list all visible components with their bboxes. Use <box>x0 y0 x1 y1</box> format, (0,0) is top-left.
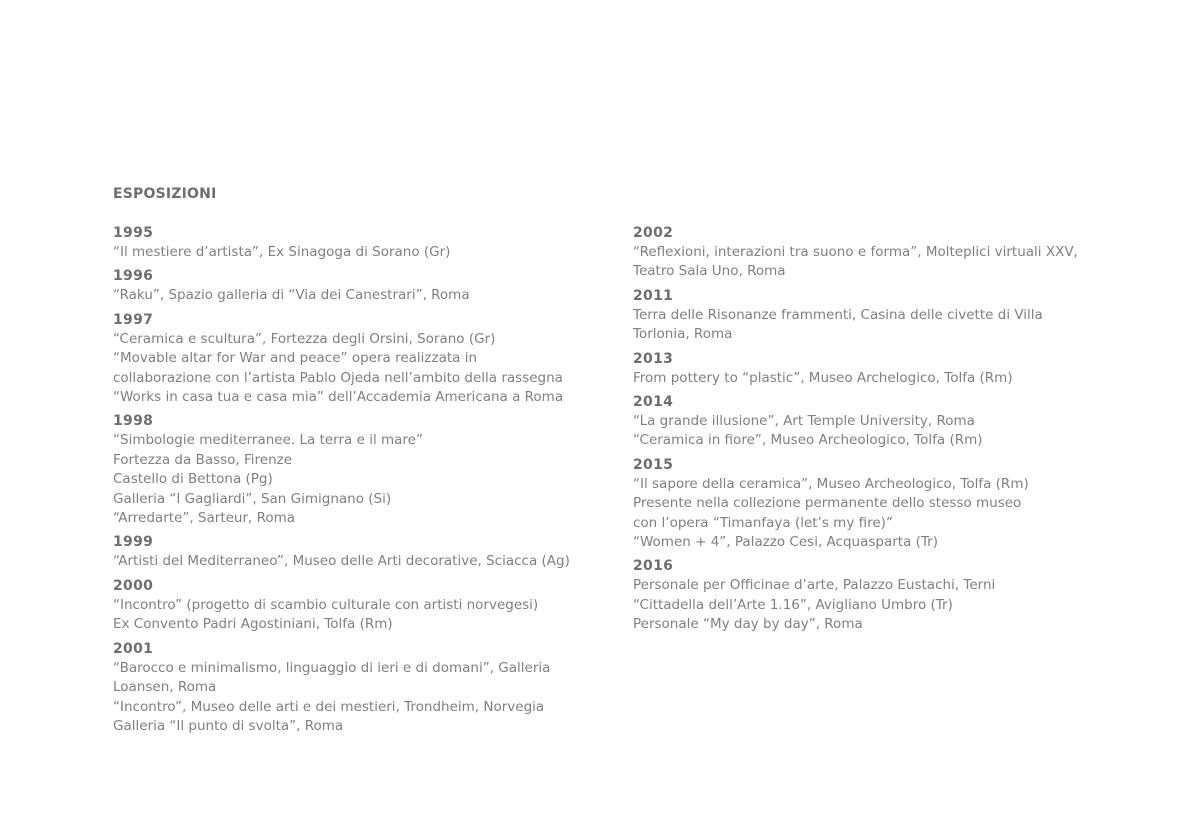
exhibition-entry-line: “Barocco e minimalismo, linguaggio di ieri e di domani”, Galleria <box>113 659 551 676</box>
exhibition-entry-line: “Women + 4”, Palazzo Cesi, Acquasparta (Tr) <box>633 534 938 551</box>
exhibition-entry-line: “Raku”, Spazio galleria di “Via dei Canestrari”, Roma <box>113 287 470 304</box>
exhibition-year: 2002 <box>633 225 674 241</box>
exhibition-entry-line: “Cittadella dell’Arte 1.16”, Avigliano Umbro (Tr) <box>633 596 953 613</box>
exhibition-year-block <box>113 412 573 528</box>
exhibition-entry-line: “Simbologie mediterranee. La terra e il mare” <box>113 432 423 449</box>
exhibition-year: 1997 <box>113 311 154 328</box>
exhibition-entry-line: From pottery to “plastic”, Museo Archelogico, Tolfa (Rm) <box>633 369 1013 386</box>
exhibition-entry-line: Torlonia, Roma <box>633 326 733 343</box>
exhibition-entry-line: Personale per Officinae d’arte, Palazzo Eustachi, Terni <box>633 577 996 594</box>
exhibition-entry-line: Galleria “I Gagliardi”, San Gimignano (Si) <box>113 490 392 507</box>
exhibition-year: 2001 <box>113 640 154 657</box>
exhibition-entry-line: “Ceramica e scultura”, Fortezza degli Orsini, Sorano (Gr) <box>113 330 496 347</box>
exhibition-entry-line: Fortezza da Basso, Firenze <box>113 451 293 468</box>
exhibition-year-block <box>113 224 573 262</box>
exhibition-year: 2014 <box>633 394 674 411</box>
exhibition-entry-line: Teatro Sala Uno, Roma <box>633 263 786 280</box>
exhibition-year: 1998 <box>113 413 154 430</box>
exhibition-entry-line: “Il sapore della ceramica”, Museo Archeologico, Tolfa (Rm) <box>633 475 1029 492</box>
exhibition-entry-line: Galleria “Il punto di svolta”, Roma <box>113 717 344 734</box>
exhibition-year-block <box>633 456 1083 553</box>
exhibition-entry-line: Loansen, Roma <box>113 679 217 696</box>
exhibition-entry-line: Ex Convento Padri Agostiniani, Tolfa (Rm) <box>113 616 393 633</box>
exhibition-year-block <box>113 533 573 571</box>
exhibition-year-block <box>633 287 1083 345</box>
exhibition-year-block <box>113 267 573 305</box>
exhibition-entry-line: con l’opera “Timanfaya (let’s my fire)” <box>633 514 893 531</box>
exhibition-entry-line: “Incontro” (progetto di scambio culturale con artisti norvegesi) <box>113 596 539 613</box>
exhibition-entry-line: “Artisti del Mediterraneo”, Museo delle Arti decorative, Sciacca (Ag) <box>113 553 570 570</box>
exhibition-entry-line: “La grande illusione”, Art Temple University, Roma <box>633 413 975 430</box>
exhibition-year: 2015 <box>633 456 674 473</box>
exhibition-year: 2016 <box>633 558 674 575</box>
exhibition-entry-line: Personale “My day by day”, Roma <box>633 616 863 633</box>
exhibition-year-block <box>633 557 1083 634</box>
exhibition-entry-line: Presente nella collezione permanente dello stesso museo <box>633 495 1022 512</box>
exhibition-entry-line: “Works in casa tua e casa mia” dell’Accademia Americana a Roma <box>113 389 564 406</box>
exhibition-year-block <box>113 577 573 635</box>
exhibition-year-block <box>113 311 573 408</box>
exhibition-entry-line: “Reflexioni, interazioni tra suono e forma”, Molteplici virtuali XXV, <box>633 244 1078 260</box>
exhibition-entry-line: collaborazione con l’artista Pablo Ojeda nell’ambito della rassegna <box>113 369 563 386</box>
exhibition-entry-line: “Il mestiere d’artista”, Ex Sinagoga di Sorano (Gr) <box>113 244 451 260</box>
exhibition-year-block <box>633 224 1083 282</box>
exhibition-entry-line: “Arredarte”, Sarteur, Roma <box>113 510 296 527</box>
page-title: ESPOSIZIONI <box>113 186 217 202</box>
exhibition-year-block <box>633 350 1083 388</box>
exhibition-entry-line: “Incontro”, Museo delle arti e dei mestieri, Trondheim, Norvegia <box>113 698 545 715</box>
exhibitions-right-column <box>633 224 1083 640</box>
exhibition-year: 2000 <box>113 577 154 594</box>
exhibition-entry-line: Terra delle Risonanze frammenti, Casina delle civette di Villa <box>633 306 1043 323</box>
exhibition-year: 1999 <box>113 534 154 551</box>
exhibition-year-block <box>633 393 1083 451</box>
exhibitions-left-column <box>113 224 573 741</box>
exhibition-entry-line: “Ceramica in fiore”, Museo Archeologico, Tolfa (Rm) <box>633 432 983 449</box>
exhibition-entry-line: “Movable altar for War and peace” opera realizzata in <box>113 350 478 367</box>
exhibition-year: 2013 <box>633 350 674 367</box>
exhibition-year-block <box>113 640 573 737</box>
exhibition-year: 1996 <box>113 268 154 285</box>
exhibition-entry-line: Castello di Bettona (Pg) <box>113 471 273 488</box>
exhibition-year: 1995 <box>113 225 154 241</box>
exhibition-year: 2011 <box>633 287 674 304</box>
